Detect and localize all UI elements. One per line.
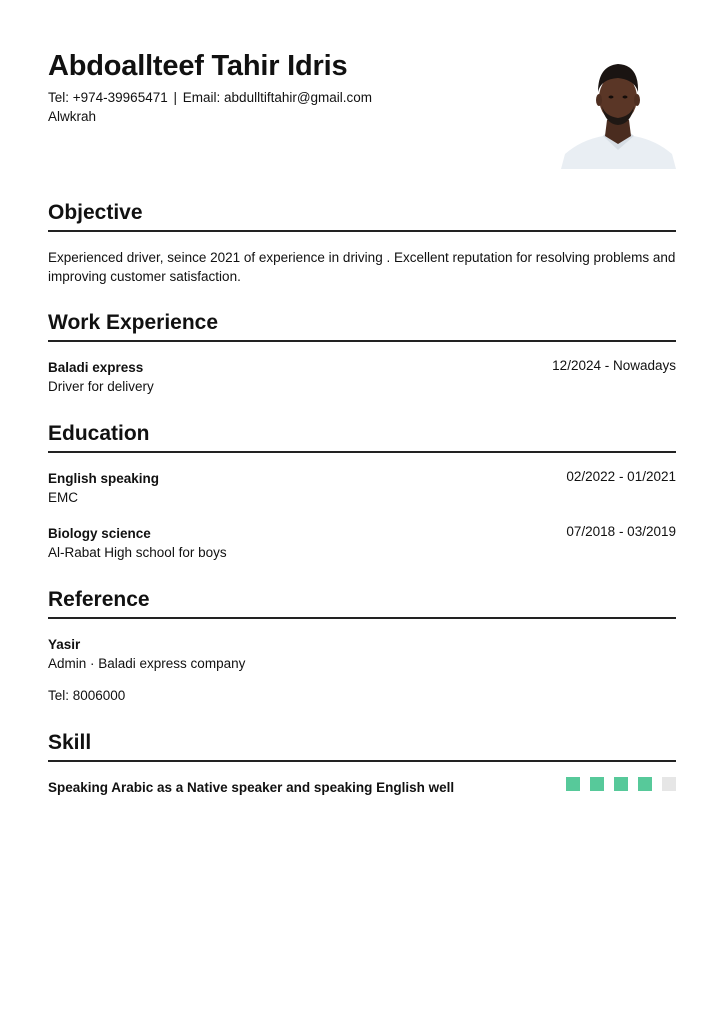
education-school: EMC [48,490,78,505]
work-divider [48,340,676,342]
education-heading: Education [48,422,150,445]
education-subject: English speaking [48,471,160,486]
candidate-name: Abdoallteef Tahir Idris [48,50,348,82]
phone-text: Tel: +974-39965471 [48,90,168,105]
skill-level-filled [614,777,628,791]
education-dates: 02/2022 - 01/2021 [566,469,676,484]
objective-heading: Objective [48,201,143,224]
location-text: Alwkrah [48,109,97,124]
reference-phone: Tel: 8006000 [48,688,126,703]
skill-level-meter [566,777,676,791]
education-school: Al-Rabat High school for boys [48,545,227,560]
objective-text: Experienced driver, seince 2021 of experience in driving . Excellent reputation for resolving problems and improving customer satisfaction. [48,250,676,284]
work-role: Driver for delivery [48,379,154,394]
reference-divider [48,617,676,619]
profile-photo [561,54,676,169]
skill-level-empty [662,777,676,791]
work-company: Baladi express [48,360,144,375]
contact-block [48,88,372,126]
skill-level-filled [566,777,580,791]
reference-position: Admin · Baladi express company [48,656,246,671]
email-text: Email: abdulltiftahir@gmail.com [182,90,373,105]
contact-separator: | [173,90,178,105]
education-divider [48,451,676,453]
person-portrait-icon [561,54,676,169]
education-dates: 07/2018 - 03/2019 [566,524,676,539]
skill-heading: Skill [48,731,92,754]
skill-name: Speaking Arabic as a Native speaker and speaking English well [48,780,455,795]
skill-level-filled [638,777,652,791]
education-subject: Biology science [48,526,151,541]
reference-heading: Reference [48,588,150,611]
skill-divider [48,760,676,762]
objective-divider [48,230,676,232]
skill-level-filled [590,777,604,791]
work-heading: Work Experience [48,311,219,334]
work-dates: 12/2024 - Nowadays [552,358,676,373]
reference-name: Yasir [48,637,81,652]
